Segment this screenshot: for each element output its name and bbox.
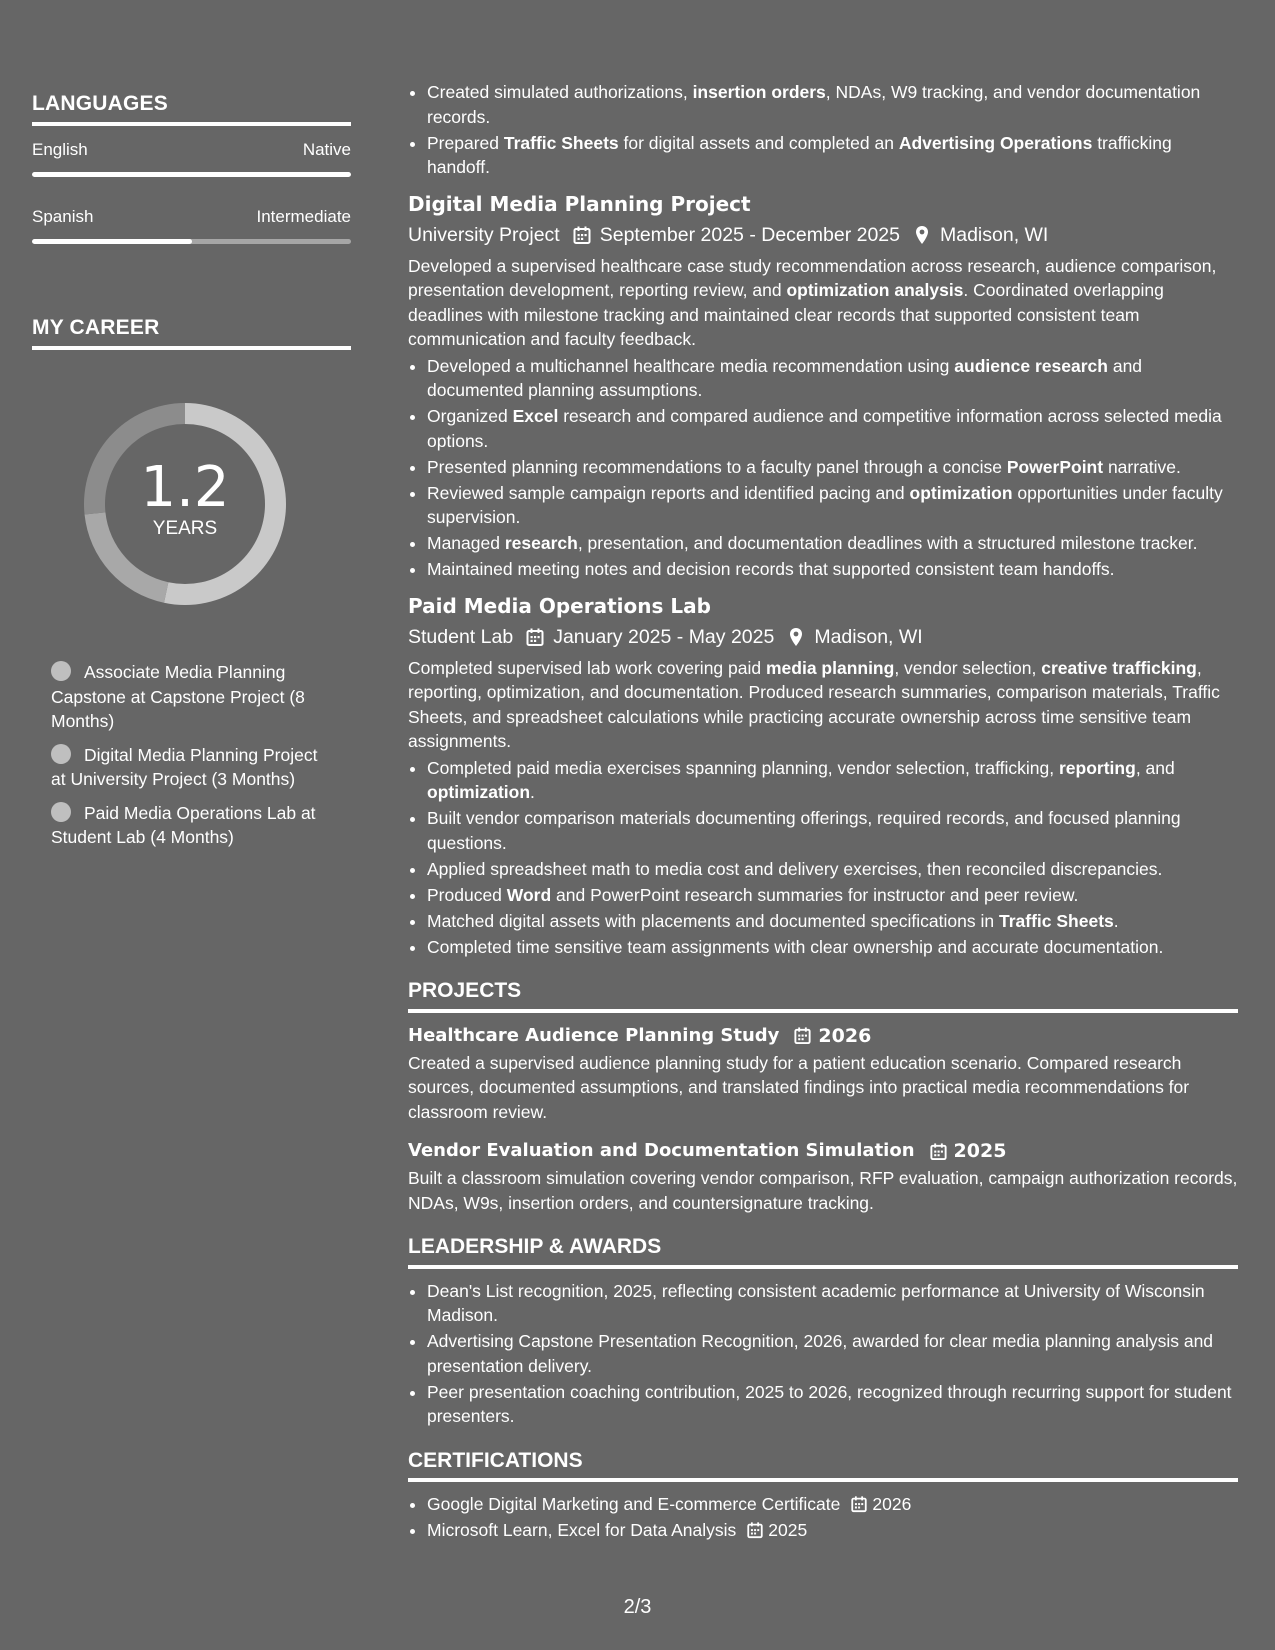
bullet-item: • Created simulated authorizations, insertion orders, NDAs, W9 tracking, and vendor documentation records. bbox=[427, 80, 1238, 129]
job-description: Completed supervised lab work covering paid media planning, vendor selection, creative trafficking, reporting, optimization, and documentation. Produced research summaries, comparison materials, Traffic Sheets, and spreadsheet calculations while practicing accurate ownership across time sensitive team assignments. bbox=[408, 657, 1220, 751]
job-bullets bbox=[408, 354, 1238, 582]
career-legend-item: Associate Media Planning Capstone at Capstone Project (8 Months) bbox=[51, 662, 305, 731]
language-level-fill bbox=[32, 239, 192, 244]
project-name: Vendor Evaluation and Documentation Simulation bbox=[408, 1140, 915, 1161]
projects-section bbox=[408, 979, 1238, 1215]
experience-entry bbox=[408, 592, 1238, 960]
bullet-item: • Developed a multichannel healthcare media recommendation using audience research and documented planning assumptions. bbox=[427, 354, 1238, 403]
project-title bbox=[408, 1023, 1238, 1049]
bold-keyword: optimization analysis bbox=[786, 280, 964, 300]
calendar-icon bbox=[850, 1495, 868, 1513]
bold-keyword: Excel bbox=[512, 406, 559, 426]
bold-keyword: Word bbox=[506, 884, 552, 905]
job-organization: Student Lab bbox=[408, 625, 514, 648]
job-dates: September 2025 - December 2025 bbox=[599, 223, 900, 246]
map-pin-icon bbox=[912, 225, 932, 245]
award-item: • Dean's List recognition, 2025, reflecting consistent academic performance at University of Wisconsin Madison. bbox=[427, 1279, 1238, 1328]
calendar-icon bbox=[793, 1026, 812, 1045]
job-dates: January 2025 - May 2025 bbox=[553, 625, 775, 648]
calendar-icon bbox=[746, 1521, 764, 1539]
calendar-icon bbox=[572, 225, 592, 245]
language-level-bar bbox=[32, 172, 351, 177]
career-section bbox=[32, 316, 351, 850]
project-title bbox=[408, 1138, 1238, 1164]
bullet-item: • Produced Word and PowerPoint research summaries for instructor and peer review. bbox=[427, 883, 1238, 908]
career-heading: MY CAREER bbox=[32, 316, 351, 350]
bold-keyword: research bbox=[504, 533, 578, 553]
job-bullets bbox=[408, 756, 1238, 960]
map-pin-icon bbox=[786, 627, 806, 647]
career-total-years: 1.2 bbox=[140, 455, 230, 520]
calendar-icon bbox=[525, 627, 545, 647]
continued-bullets bbox=[408, 80, 1238, 180]
bold-keyword: Traffic Sheets bbox=[998, 910, 1114, 931]
job-location: Madison, WI bbox=[814, 625, 923, 648]
job-title: Paid Media Operations Lab bbox=[408, 593, 711, 618]
certifications-section bbox=[408, 1449, 1238, 1543]
career-legend bbox=[51, 660, 331, 850]
award-item: • Peer presentation coaching contribution, 2025 to 2026, recognized through recurring support for student presenters. bbox=[427, 1380, 1238, 1429]
project-year: 2025 bbox=[953, 1140, 1007, 1162]
bold-keyword: Traffic Sheets bbox=[503, 132, 619, 153]
language-level: Intermediate bbox=[256, 207, 351, 226]
language-level: Native bbox=[302, 140, 351, 159]
projects-heading: PROJECTS bbox=[408, 979, 1238, 1013]
bullet-item: • Applied spreadsheet math to media cost and delivery exercises, then reconciled discrepancies. bbox=[427, 857, 1238, 882]
certifications-heading: CERTIFICATIONS bbox=[408, 1449, 1238, 1483]
bullet-item: • Organized Excel research and compared audience and competitive information across selected media options. bbox=[427, 404, 1238, 453]
job-organization: University Project bbox=[408, 223, 560, 246]
certification-year: 2026 bbox=[872, 1494, 912, 1514]
certification-item bbox=[427, 1518, 1238, 1543]
bold-keyword: Advertising Operations bbox=[898, 132, 1093, 153]
bullet-item: • Prepared Traffic Sheets for digital assets and completed an Advertising Operations trafficking handoff. bbox=[427, 131, 1238, 180]
job-meta bbox=[408, 221, 1238, 249]
bullet-item: • Managed research, presentation, and documentation deadlines with a structured milestone tracker. bbox=[427, 531, 1238, 556]
bullet-item: • Reviewed sample campaign reports and identified pacing and optimization opportunities under faculty supervision. bbox=[427, 481, 1238, 530]
main-content bbox=[408, 80, 1238, 1544]
language-item bbox=[32, 207, 351, 244]
certification-year: 2025 bbox=[768, 1520, 808, 1540]
legend-dot bbox=[51, 661, 71, 681]
project-description: Created a supervised audience planning study for a patient education scenario. Compared research sources, documented assumptions, and translated findings into practical media recommendations for classroom review. bbox=[408, 1052, 1190, 1122]
project-year: 2026 bbox=[818, 1024, 872, 1047]
job-location: Madison, WI bbox=[939, 223, 1049, 246]
bold-keyword: creative trafficking bbox=[1041, 657, 1197, 678]
bold-keyword: audience research bbox=[954, 355, 1108, 376]
language-level-bar bbox=[32, 239, 351, 244]
bold-keyword: optimization bbox=[427, 782, 531, 802]
bold-keyword: optimization bbox=[909, 482, 1013, 503]
certification-item bbox=[427, 1492, 1238, 1517]
bullet-item: • Completed paid media exercises spanning planning, vendor selection, trafficking, reporting, and optimization. bbox=[427, 756, 1238, 805]
language-level-fill bbox=[32, 172, 351, 177]
leadership-section bbox=[408, 1235, 1238, 1429]
legend-dot bbox=[51, 744, 71, 764]
leadership-heading: LEADERSHIP & AWARDS bbox=[408, 1235, 1238, 1269]
bold-keyword: media planning bbox=[765, 657, 895, 678]
calendar-icon bbox=[929, 1142, 948, 1161]
language-item bbox=[32, 140, 351, 177]
bold-keyword: insertion orders bbox=[692, 82, 826, 102]
career-donut-chart bbox=[65, 384, 305, 624]
job-title: Digital Media Planning Project bbox=[408, 191, 751, 216]
experience-entry bbox=[408, 190, 1238, 582]
bullet-item: • Presented planning recommendations to a faculty panel through a concise PowerPoint narrative. bbox=[427, 455, 1238, 480]
bold-keyword: PowerPoint bbox=[1006, 456, 1104, 477]
award-item: • Advertising Capstone Presentation Recognition, 2026, awarded for clear media planning analysis and presentation delivery. bbox=[427, 1329, 1238, 1378]
experience-list bbox=[408, 190, 1238, 960]
languages-heading: LANGUAGES bbox=[32, 92, 351, 126]
bold-keyword: reporting bbox=[1059, 757, 1136, 778]
career-legend-item: Paid Media Operations Lab at Student Lab (4 Months) bbox=[51, 802, 316, 847]
bullet-item: • Completed time sensitive team assignments with clear ownership and accurate documentation. bbox=[427, 935, 1238, 960]
page-number: 2/3 bbox=[623, 1596, 652, 1618]
career-unit: YEARS bbox=[152, 518, 218, 539]
bullet-item: • Matched digital assets with placements and documented specifications in Traffic Sheets. bbox=[427, 909, 1238, 934]
legend-dot bbox=[51, 802, 71, 822]
bullet-item: • Built vendor comparison materials documenting offerings, required records, and focused planning questions. bbox=[427, 806, 1238, 855]
project-name: Healthcare Audience Planning Study bbox=[408, 1024, 780, 1046]
job-meta bbox=[408, 623, 1238, 651]
job-description: Developed a supervised healthcare case study recommendation across research, audience comparison, presentation development, reporting review, and optimization analysis. Coordinated overlapping deadlines with milestone tracking and maintained clear records that supported consistent team communication and faculty feedback. bbox=[408, 255, 1217, 349]
bullet-item: • Maintained meeting notes and decision records that supported consistent team handoffs. bbox=[427, 557, 1238, 582]
sidebar bbox=[32, 92, 351, 859]
language-name: English bbox=[32, 140, 88, 159]
certification-name: Microsoft Learn, Excel for Data Analysis bbox=[427, 1520, 737, 1540]
certification-name: Google Digital Marketing and E-commerce Certificate bbox=[427, 1494, 841, 1514]
project-description: Built a classroom simulation covering vendor comparison, RFP evaluation, campaign authorization records, NDAs, W9s, insertion orders, and countersignature tracking. bbox=[408, 1168, 1238, 1213]
language-name: Spanish bbox=[32, 207, 94, 226]
career-legend-item: Digital Media Planning Project at University Project (3 Months) bbox=[51, 744, 318, 789]
languages-list bbox=[32, 140, 351, 244]
